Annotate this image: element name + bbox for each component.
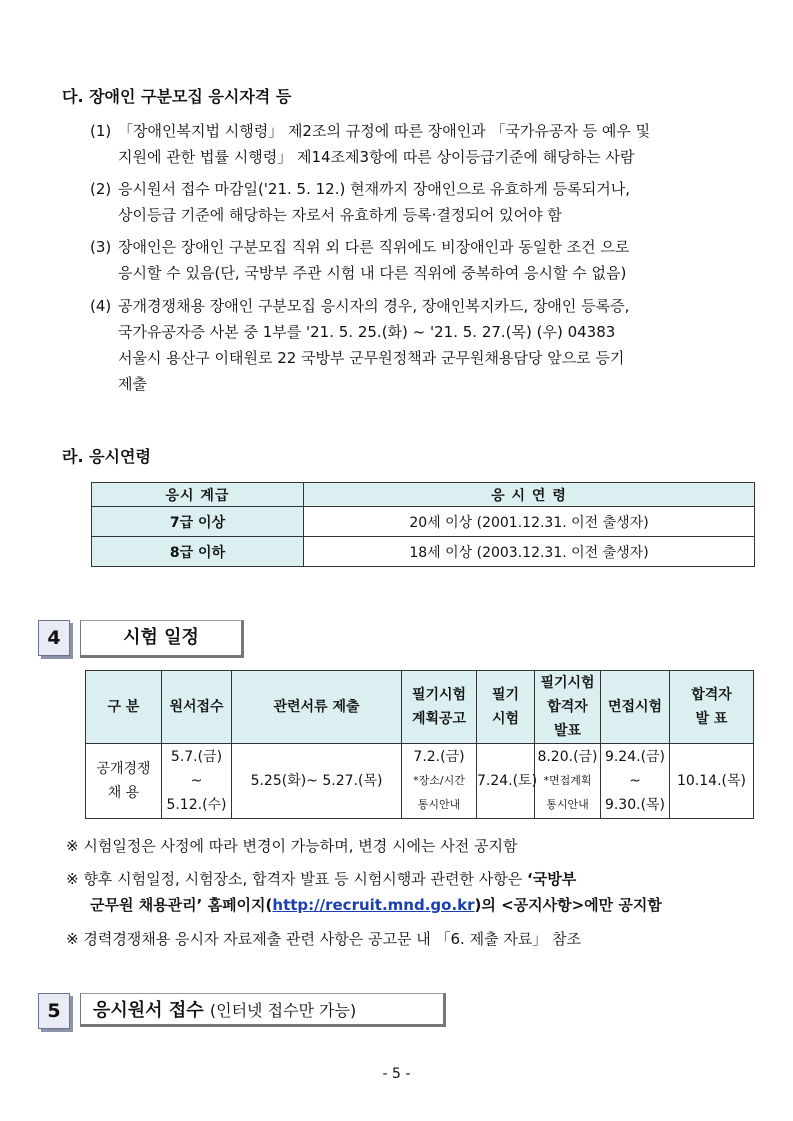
item-number: (3) (90, 238, 112, 256)
item-line: 공개경쟁채용 장애인 구분모집 응시자의 경우, 장애인복지카드, 장애인 등록증, (118, 297, 630, 315)
table-cell (402, 744, 477, 819)
item-line: 「장애인복지법 시행령」 제2조의 규정에 따른 장애인과 「국가유공자 등 예우 및 (118, 122, 651, 140)
table-cell: 7급 이상 (92, 507, 304, 537)
header-line: 필기시험 (540, 675, 595, 691)
header-line: 합격자 (691, 687, 732, 703)
table-cell (535, 744, 601, 819)
page-number: - 5 - (382, 1066, 411, 1082)
cell-line: 7.2.(금) (413, 749, 465, 765)
header-line: 시험 (491, 711, 520, 727)
note-emphasis: )의 <공지사항>에만 공지함 (474, 896, 662, 914)
header-written-plan (402, 671, 477, 744)
table-cell (86, 744, 162, 819)
table-cell: 8급 이하 (92, 537, 304, 567)
list-item (90, 176, 750, 228)
section-ra-title: 라. 응시연령 (62, 447, 151, 466)
age-header-age: 응 시 연 령 (304, 483, 755, 507)
cell-line: 통시안내 (417, 798, 461, 811)
header-line: 필기 (491, 687, 520, 703)
header-line: 필기시험 (411, 687, 467, 703)
table-cell: 20세 이상 (2001.12.31. 이전 출생자) (304, 507, 755, 537)
note-2-line2 (90, 892, 662, 918)
item-line: 국가유공자증 사본 중 1부를 '21. 5. 25.(화) ~ '21. 5. 27.(목) (우) 04383 (118, 323, 616, 341)
table-row (86, 744, 754, 819)
header-line: 발 표 (695, 711, 728, 727)
table-cell: 5.25(화)~ 5.27.(목) (232, 744, 402, 819)
list-item (90, 118, 750, 170)
cell-line: 통시안내 (546, 798, 589, 811)
note-emphasis: 군무원 채용관리’ 홈페이지( (90, 896, 273, 914)
cell-line: 5.12.(수) (166, 797, 227, 813)
item-line: 응시원서 접수 마감일('21. 5. 12.) 현재까지 장애인으로 유효하게 등록되거나, (118, 180, 630, 198)
header-line: 계획공고 (411, 711, 467, 727)
note-2-line1 (66, 866, 576, 892)
table-cell (162, 744, 232, 819)
header-line: 발표 (553, 723, 582, 739)
section-number-badge: 5 (38, 993, 70, 1029)
item-line: 제출 (118, 375, 147, 393)
item-number: (4) (90, 297, 112, 315)
item-line: 응시할 수 있음(단, 국방부 주관 시험 내 다른 직위에 중복하여 응시할 수 없음) (118, 264, 627, 282)
header-written-exam (477, 671, 535, 744)
section4-title: 시험 일정 (80, 620, 244, 658)
item-number: (1) (90, 122, 112, 140)
schedule-table (85, 670, 754, 819)
note-1: ※ 시험일정은 사정에 따라 변경이 가능하며, 변경 시에는 사전 공지함 (66, 837, 518, 855)
section5-title-text: 응시원서 접수 (93, 1000, 204, 1021)
cell-line: 9.30.(목) (604, 797, 666, 813)
header-application: 원서접수 (162, 671, 232, 744)
item-line: 상이등급 기준에 해당하는 자로서 유효하게 등록·결정되어 있어야 함 (118, 206, 562, 224)
header-final (670, 671, 754, 744)
table-cell: 7.24.(토) (477, 744, 535, 819)
section5-subtitle: (인터넷 접수만 가능) (209, 1001, 357, 1020)
note-text: ※ 향후 시험일정, 시험장소, 합격자 발표 등 시험시행과 관련한 사항은 (66, 870, 528, 888)
cell-line: ~ (629, 773, 641, 789)
cell-line: *장소/시간 (413, 774, 465, 787)
cell-line: 9.24.(금) (604, 749, 666, 765)
table-row (92, 507, 755, 537)
note-emphasis: ‘국방부 (527, 870, 577, 888)
list-item (90, 293, 750, 397)
item-line: 장애인은 장애인 구분모집 직위 외 다른 직위에도 비장애인과 동일한 조건 으로 (118, 238, 630, 256)
header-line: 합격자 (547, 699, 588, 715)
recruit-homepage-link[interactable]: http://recruit.mnd.go.kr (272, 896, 475, 914)
cell-line: 채 용 (107, 785, 140, 801)
header-documents: 관련서류 제출 (232, 671, 402, 744)
cell-line: 공개경쟁 (96, 761, 151, 777)
table-row (92, 537, 755, 567)
item-number: (2) (90, 180, 112, 198)
age-table (91, 482, 755, 567)
section-da-title: 다. 장애인 구분모집 응시자격 등 (62, 87, 292, 106)
header-category: 구 분 (86, 671, 162, 744)
item-line: 지원에 관한 법률 시행령」 제14조제3항에 따른 상이등급기준에 해당하는 사람 (118, 148, 635, 166)
header-interview: 면접시험 (601, 671, 670, 744)
section-number-badge: 4 (38, 620, 70, 656)
item-line: 서울시 용산구 이태원로 22 국방부 군무원정책과 군무원채용담당 앞으로 등기 (118, 349, 625, 367)
table-cell (601, 744, 670, 819)
cell-line: 8.20.(금) (537, 749, 598, 765)
section5-title (80, 993, 446, 1027)
cell-line: ~ (190, 773, 203, 789)
header-written-pass (535, 671, 601, 744)
table-cell: 10.14.(목) (670, 744, 754, 819)
cell-line: *면접계획 (543, 774, 592, 787)
note-3: ※ 경력경쟁채용 응시자 자료제출 관련 사항은 공고문 내 「6. 제출 자료」 참조 (66, 930, 582, 948)
list-item (90, 234, 750, 286)
table-cell: 18세 이상 (2003.12.31. 이전 출생자) (304, 537, 755, 567)
age-header-grade: 응시 계급 (92, 483, 304, 507)
cell-line: 5.7.(금) (170, 749, 223, 765)
